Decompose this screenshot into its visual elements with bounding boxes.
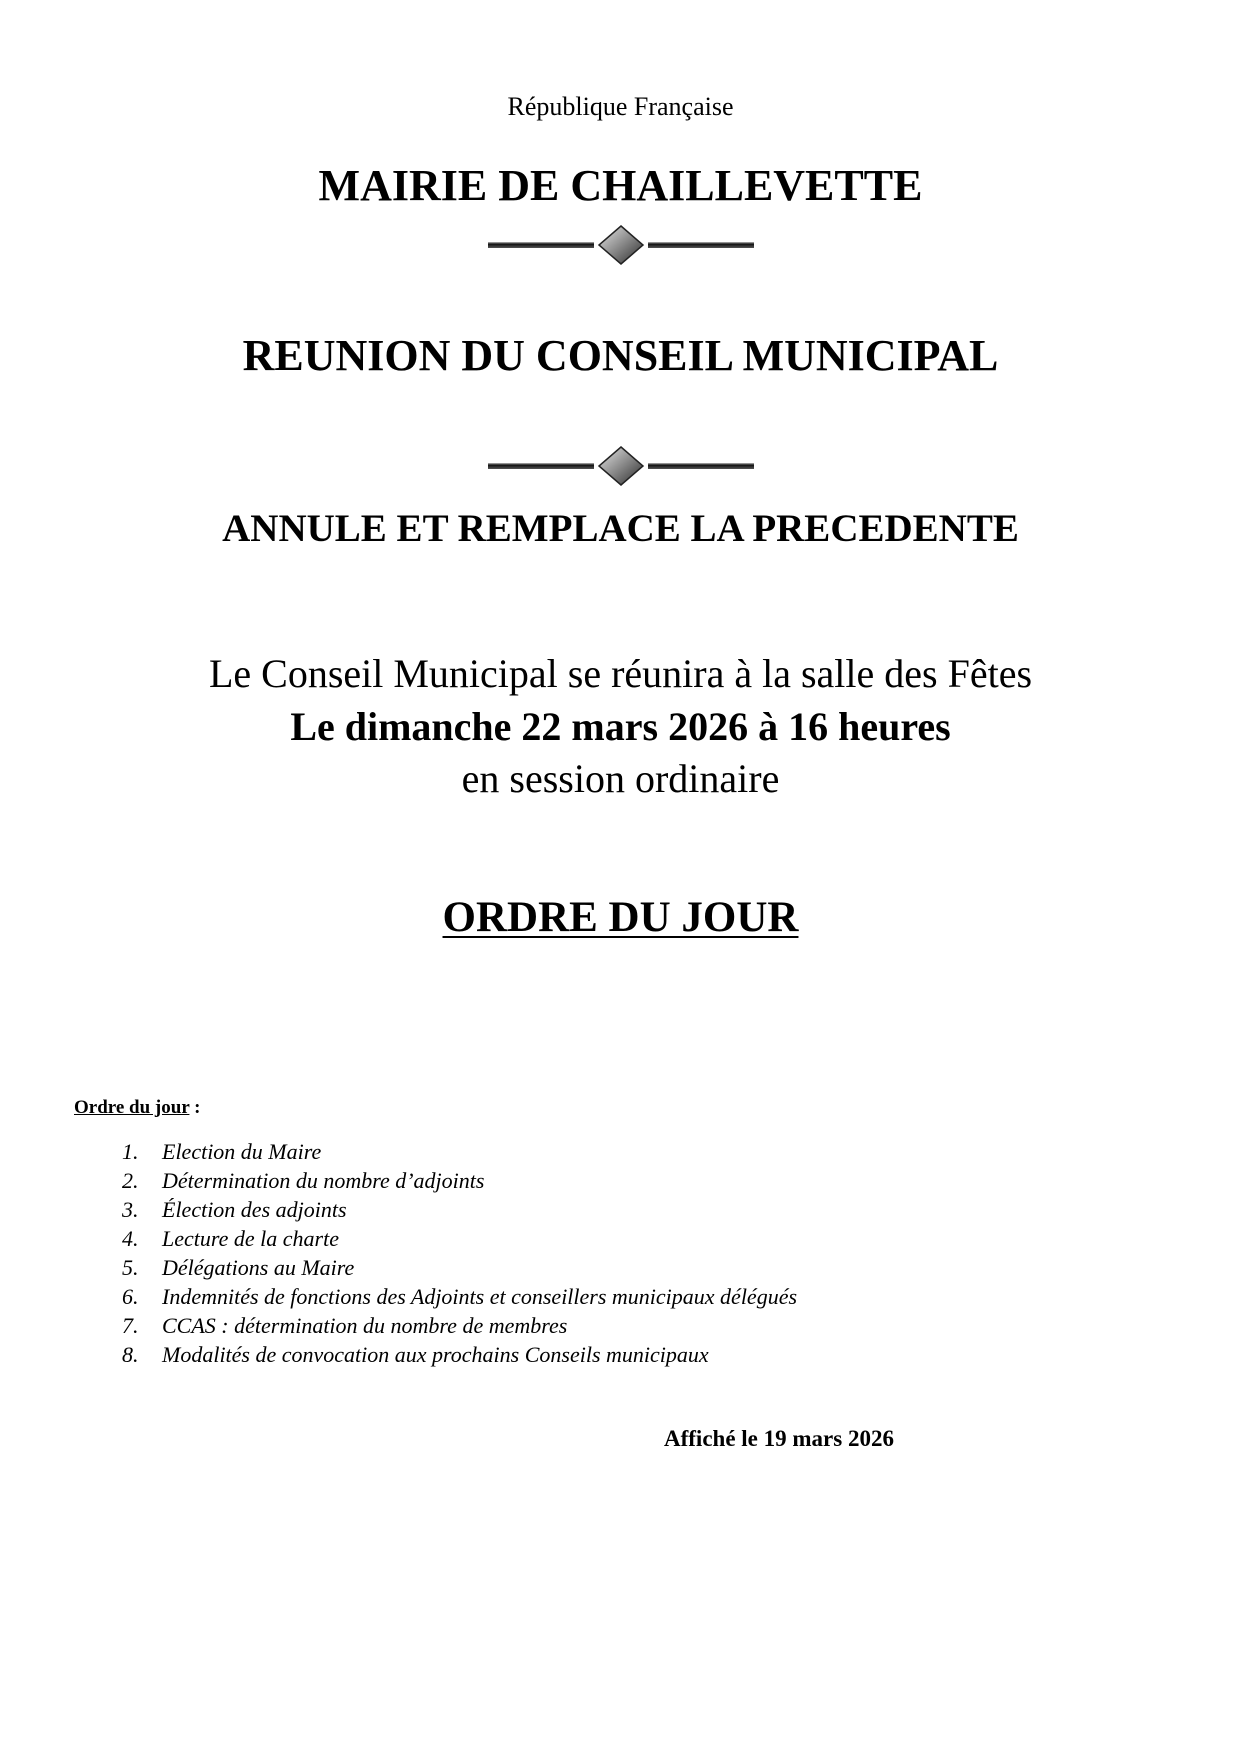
agenda-item-text: Modalités de convocation aux prochains Conseils municipaux [162,1342,709,1367]
agenda-list [122,1137,797,1369]
agenda-item-text: Lecture de la charte [162,1226,339,1251]
agenda-item [122,1340,797,1369]
meeting-title: REUNION DU CONSEIL MUNICIPAL [242,331,999,380]
agenda-item [122,1282,797,1311]
agenda-item-number: 5. [122,1255,139,1280]
agenda-item [122,1166,797,1195]
agenda-item-text: Détermination du nombre d’adjoints [162,1168,485,1193]
divider-ornament [488,225,754,265]
agenda-item [122,1195,797,1224]
convocation-session: en session ordinaire [461,756,780,801]
agenda-item-text: Délégations au Maire [162,1255,355,1280]
agenda-item [122,1224,797,1253]
country-heading: République Française [507,92,734,121]
agenda-item-number: 4. [122,1226,139,1251]
agenda-item-text: Élection des adjoints [162,1197,347,1222]
ordre-du-jour-title: ORDRE DU JOUR [442,894,799,941]
agenda-item-text: Indemnités de fonctions des Adjoints et conseillers municipaux délégués [162,1284,798,1309]
agenda-item-number: 1. [122,1139,139,1164]
agenda-item-number: 7. [122,1313,139,1338]
agenda-item [122,1137,797,1166]
mairie-title: MAIRIE DE CHAILLEVETTE [318,161,923,210]
agenda-item [122,1253,797,1282]
agenda-item-text: CCAS : détermination du nombre de membres [162,1313,568,1338]
convocation-location: Le Conseil Municipal se réunira à la salle des Fêtes [208,651,1033,696]
posted-date: Affiché le 19 mars 2026 [664,1426,894,1451]
agenda-item [122,1311,797,1340]
agenda-label-colon: : [189,1097,201,1118]
convocation-date: Le dimanche 22 mars 2026 à 16 heures [290,704,951,749]
agenda-item-number: 2. [122,1168,139,1193]
agenda-label [74,1097,201,1119]
agenda-item-text: Election du Maire [162,1139,322,1164]
divider-ornament [488,446,754,486]
replacement-notice: ANNULE ET REMPLACE LA PRECEDENTE [222,507,1019,550]
agenda-item-number: 8. [122,1342,139,1367]
agenda-label-text: Ordre du jour [74,1097,190,1118]
agenda-item-number: 6. [122,1284,139,1309]
agenda-item-number: 3. [122,1197,139,1222]
